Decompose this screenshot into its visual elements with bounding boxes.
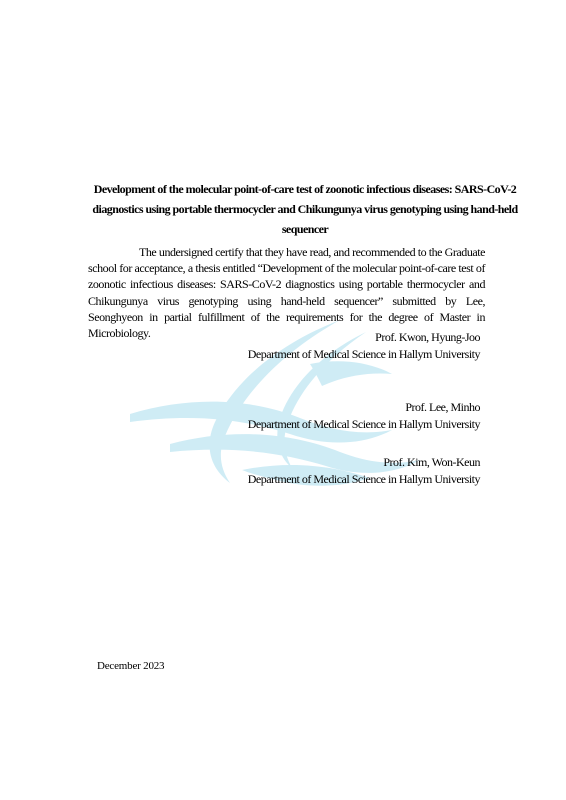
thesis-title: Development of the molecular point-of-care test of zoonotic infectious diseases: SARS-CoV-2 diagnostics using portable thermocycler and Chikungunya virus genotyping using hand-held sequencer: [92, 182, 518, 236]
signatory-name: Prof. Kwon, Hyung-Joo: [375, 330, 480, 344]
signatory-affiliation: Department of Medical Science in Hallym University: [247, 346, 480, 361]
signatory-name: Prof. Lee, Minho: [405, 400, 480, 414]
signatory-block: [248, 329, 480, 362]
signatory-affiliation: Department of Medical Science in Hallym University: [247, 471, 480, 486]
signatory-block: [248, 399, 480, 432]
signatory-name: Prof. Kim, Won-Keun: [383, 455, 480, 469]
approval-statement: The undersigned certify that they have read, and recommended to the Graduate school for acceptance, a thesis entitled “Development of the molecular point-of-care test of zoonotic infectious diseases: SARS-CoV-2 diagnostics using portable thermocycler and Chikungunya virus genotyping using hand-held sequencer” submitted by Lee, Seonghyeon in partial fulfillment of the requirements for the degree of Master in Microbiology.: [88, 245, 485, 341]
submission-date: December 2023: [97, 660, 165, 672]
signatory-block: [248, 454, 480, 487]
signatory-affiliation: Department of Medical Science in Hallym University: [247, 416, 480, 431]
